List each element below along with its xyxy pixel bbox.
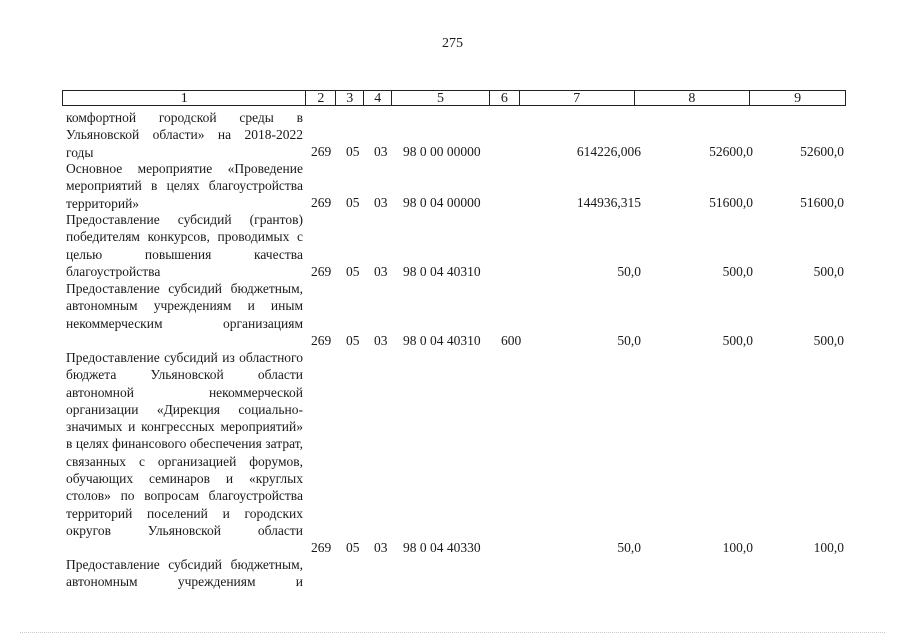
value-col-9: 500,0: [813, 333, 844, 348]
value-col-8: 51600,0: [709, 195, 753, 210]
chapter-code: 269: [311, 540, 332, 555]
header-col-6: 6: [490, 91, 520, 105]
table-row-description: Предоставление субсидий бюджетным, автономным учреждениям и: [66, 557, 303, 590]
subsection-code: 03: [374, 540, 388, 555]
value-col-9: 500,0: [813, 264, 844, 279]
table-row: [0, 263, 905, 280]
value-col-8: 52600,0: [709, 144, 753, 159]
value-col-7: 50,0: [617, 264, 641, 279]
chapter-code: 269: [311, 144, 332, 159]
table-row: [0, 539, 905, 556]
section-code: 05: [346, 540, 360, 555]
article-code: 98 0 04 40310: [403, 264, 481, 279]
table-row-description: комфортной городской среды в Ульяновской области» на 2018-2022 годы: [66, 110, 303, 160]
value-col-8: 500,0: [722, 333, 753, 348]
table-row-description: Предоставление субсидий бюджетным, автономным учреждениям и иным некоммерческим организациям: [66, 281, 303, 331]
chapter-code: 269: [311, 333, 332, 348]
value-col-7: 50,0: [617, 540, 641, 555]
section-code: 05: [346, 264, 360, 279]
header-col-4: 4: [364, 91, 392, 105]
value-col-9: 51600,0: [800, 195, 844, 210]
value-col-9: 52600,0: [800, 144, 844, 159]
subsection-code: 03: [374, 195, 388, 210]
scan-edge-divider: [20, 632, 885, 633]
header-col-3: 3: [336, 91, 364, 105]
table-row: [0, 143, 905, 160]
value-col-8: 500,0: [722, 264, 753, 279]
section-code: 05: [346, 195, 360, 210]
table-row-description: Предоставление субсидий (грантов) победителям конкурсов, проводимых с целью повышения качества благоустройства: [66, 212, 303, 279]
table-row: [0, 194, 905, 211]
subsection-code: 03: [374, 333, 388, 348]
subsection-code: 03: [374, 264, 388, 279]
expense-type-code: 600: [501, 333, 522, 348]
page-number: 275: [442, 36, 463, 51]
table-header: [62, 90, 846, 106]
chapter-code: 269: [311, 264, 332, 279]
chapter-code: 269: [311, 195, 332, 210]
value-col-8: 100,0: [722, 540, 753, 555]
section-code: 05: [346, 144, 360, 159]
article-code: 98 0 04 40310: [403, 333, 481, 348]
article-code: 98 0 00 00000: [403, 144, 481, 159]
article-code: 98 0 04 00000: [403, 195, 481, 210]
value-col-7: 614226,006: [576, 144, 641, 159]
subsection-code: 03: [374, 144, 388, 159]
table-row: [0, 332, 905, 349]
header-col-7: 7: [520, 91, 635, 105]
header-col-2: 2: [306, 91, 336, 105]
value-col-7: 50,0: [617, 333, 641, 348]
header-col-1: 1: [63, 91, 306, 105]
value-col-7: 144936,315: [576, 195, 641, 210]
article-code: 98 0 04 40330: [403, 540, 481, 555]
value-col-9: 100,0: [813, 540, 844, 555]
header-col-8: 8: [635, 91, 751, 105]
header-col-9: 9: [794, 91, 802, 106]
table-row-description: Предоставление субсидий из областного бюджета Ульяновской области автономной некоммерческой организации «Дирекция социально-значимых и конгрессных мероприятий» в целях финансового обеспечения затрат, связанных с организацией форумов, обучающих семинаров и «круглых столов» по вопросам благоустройства территорий поселений и городских округов Ульяновской области: [66, 350, 303, 538]
header-col-5: 5: [392, 91, 490, 105]
section-code: 05: [346, 333, 360, 348]
table-row-description: Основное мероприятие «Проведение мероприятий в целях благоустройства территорий»: [66, 161, 303, 211]
